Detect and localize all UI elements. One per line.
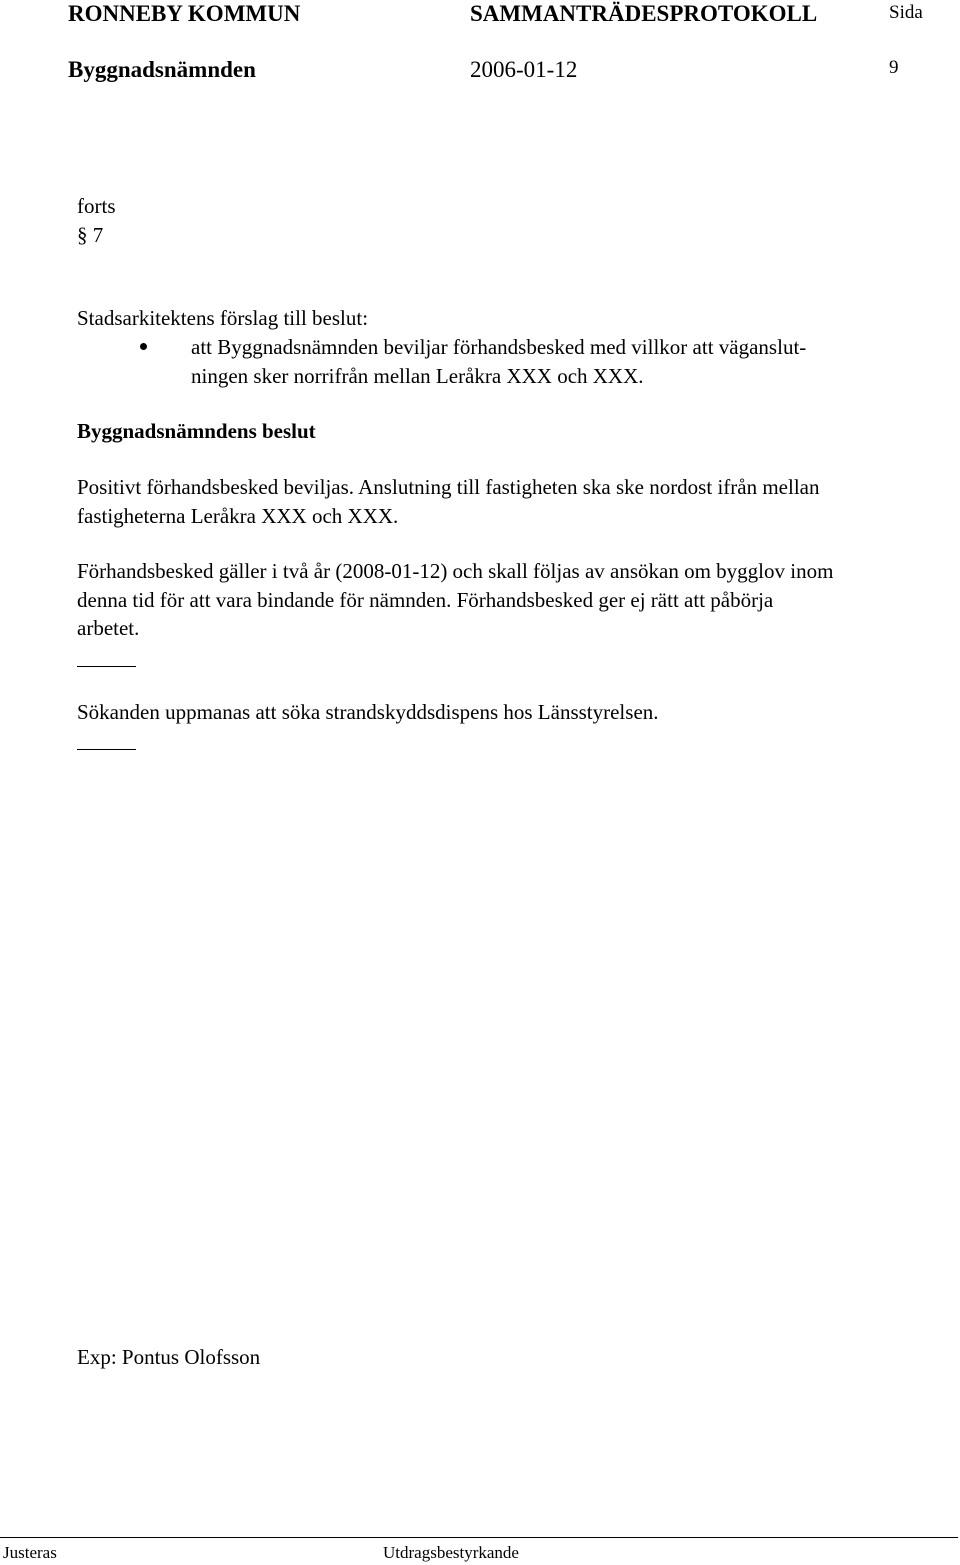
header-page-label: Sida xyxy=(889,2,923,23)
validity-text-line3: arbetet. xyxy=(77,616,140,640)
validity-text-line1: Förhandsbesked gäller i två år (2008-01-12) och skall följas av ansökan om bygglov inom xyxy=(77,559,834,583)
header-committee: Byggnadsnämnden xyxy=(68,57,256,82)
footer-utdragsbestyrkande: Utdragsbestyrkande xyxy=(383,1543,519,1562)
bullet-icon xyxy=(140,343,147,350)
decision-text-line2: fastigheterna Leråkra XXX och XXX. xyxy=(77,504,399,528)
decision-text-line1: Positivt förhandsbesked beviljas. Anslutning till fastigheten ska ske nordost ifrån mellan xyxy=(77,475,820,499)
forts-label: forts xyxy=(77,194,116,218)
validity-text-line2: denna tid för att vara bindande för nämnden. Förhandsbesked ger ej rätt att påbörja xyxy=(77,588,774,612)
separator-line xyxy=(77,666,136,667)
expedition-text: Exp: Pontus Olofsson xyxy=(77,1345,261,1369)
header-date: 2006-01-12 xyxy=(470,57,578,82)
header-page-number: 9 xyxy=(889,57,899,78)
footer-justeras: Justeras xyxy=(3,1543,57,1562)
proposal-text-line1: att Byggnadsnämnden beviljar förhandsbesked med villkor att väganslut- xyxy=(191,335,807,359)
header-doc-type: SAMMANTRÄDESPROTOKOLL xyxy=(470,1,818,26)
notice-text: Sökanden uppmanas att söka strandskyddsdispens hos Länsstyrelsen. xyxy=(77,700,659,724)
separator-line xyxy=(77,749,136,750)
proposal-heading: Stadsarkitektens förslag till beslut: xyxy=(77,306,369,330)
footer-rule xyxy=(0,1537,958,1538)
section-number: § 7 xyxy=(77,223,104,247)
header-org: RONNEBY KOMMUN xyxy=(68,1,301,26)
decision-heading: Byggnadsnämndens beslut xyxy=(77,419,316,443)
proposal-text-line2: ningen sker norrifrån mellan Leråkra XXX och XXX. xyxy=(191,364,644,388)
